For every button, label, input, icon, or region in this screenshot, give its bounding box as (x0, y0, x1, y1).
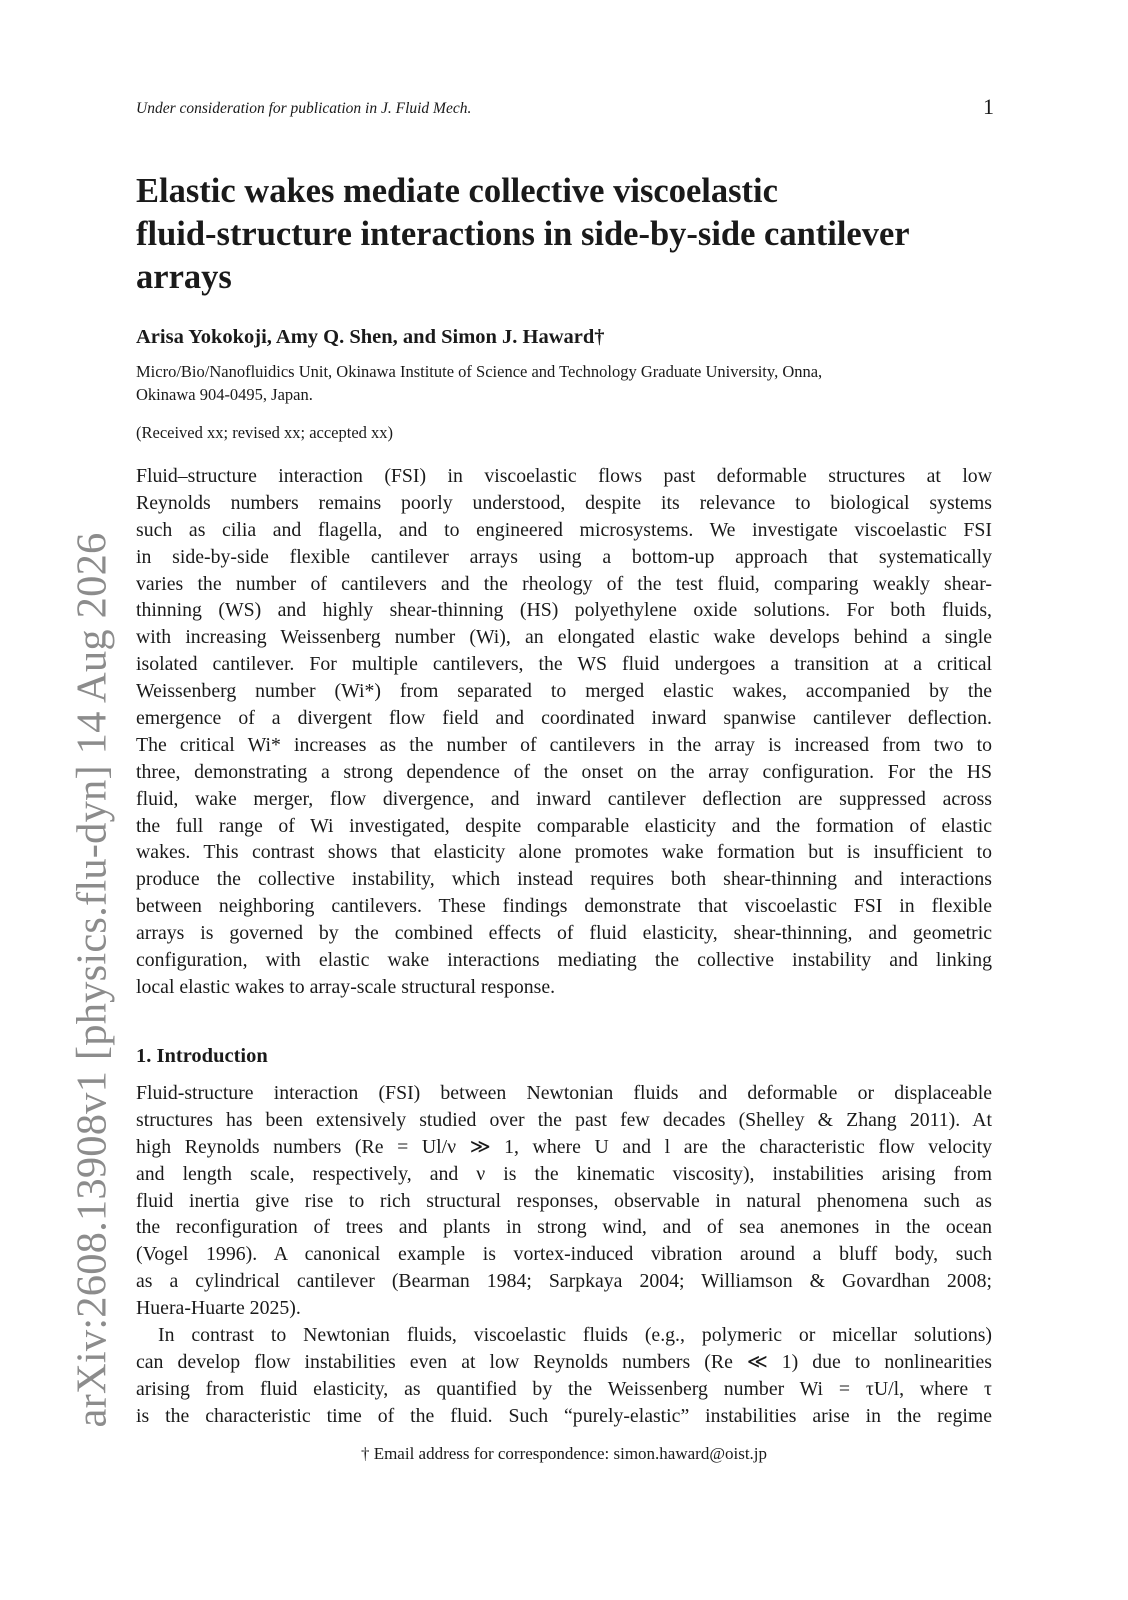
abstract-line: wakes. This contrast shows that elasticity alone promotes wake formation but is insufficient to (136, 841, 992, 864)
abstract (136, 463, 992, 1001)
title-line: Elastic wakes mediate collective viscoelastic (136, 172, 778, 210)
intro-line: (Vogel 1996). A canonical example is vortex-induced vibration around a bluff body, such (136, 1243, 992, 1266)
intro-line: can develop flow instabilities even at low Reynolds numbers (Re ≪ 1) due to nonlinearities (136, 1350, 992, 1373)
abstract-line: isolated cantilever. For multiple cantilevers, the WS fluid undergoes a transition at a critical (136, 653, 992, 676)
intro-line: arising from fluid elasticity, as quantified by the Weissenberg number Wi = τU/l, where τ (136, 1377, 992, 1400)
abstract-line: fluid, wake merger, flow divergence, and inward cantilever deflection are suppressed across (136, 787, 992, 810)
abstract-line: arrays is governed by the combined effects of fluid elasticity, shear-thinning, and geometric (136, 922, 992, 945)
intro-line: fluid inertia give rise to rich structural responses, observable in natural phenomena such as (136, 1189, 992, 1212)
correspondence-footnote: † Email address for correspondence: simon.haward@oist.jp (360, 1444, 768, 1463)
abstract-line: emergence of a divergent flow field and coordinated inward spanwise cantilever deflection. (136, 707, 992, 730)
intro-line: In contrast to Newtonian fluids, viscoelastic fluids (e.g., polymeric or micellar solutions) (158, 1324, 992, 1347)
intro-line: and length scale, respectively, and ν is the kinematic viscosity), instabilities arising from (136, 1162, 992, 1185)
abstract-line: thinning (WS) and highly shear-thinning (HS) polyethylene oxide solutions. For both fluids, (136, 599, 992, 622)
introduction-text (136, 1080, 992, 1430)
arxiv-identifier-text: arXiv:2608.13908v1 [physics.flu-dyn] 14 Aug 2026 (68, 532, 116, 1428)
affiliation-line: Micro/Bio/Nanofluidics Unit, Okinawa Institute of Science and Technology Graduate University, Onna, (136, 362, 823, 381)
affiliation-line: Okinawa 904-0495, Japan. (136, 385, 313, 404)
abstract-line: the full range of Wi investigated, despite comparable elasticity and the formation of elastic (136, 814, 992, 837)
abstract-line: three, demonstrating a strong dependence of the onset on the array configuration. For the HS (136, 760, 992, 783)
abstract-line: configuration, with elastic wake interactions mediating the collective instability and linking (136, 949, 992, 972)
intro-line: structures has been extensively studied over the past few decades (Shelley & Zhang 2011). At (136, 1108, 992, 1131)
received-dates: (Received xx; revised xx; accepted xx) (136, 423, 394, 442)
abstract-line: in side-by-side flexible cantilever arrays using a bottom-up approach that systematically (136, 545, 992, 568)
abstract-line: Reynolds numbers remains poorly understood, despite its relevance to biological systems (136, 491, 992, 514)
abstract-line: with increasing Weissenberg number (Wi), an elongated elastic wake develops behind a single (136, 626, 992, 649)
abstract-line: Fluid–structure interaction (FSI) in viscoelastic flows past deformable structures at low (136, 465, 992, 487)
section-heading: 1. Introduction (136, 1045, 268, 1067)
intro-line: high Reynolds numbers (Re = Ul/ν ≫ 1, where U and l are the characteristic flow velocity (136, 1135, 992, 1158)
page-number: 1 (983, 94, 994, 119)
intro-line: is the characteristic time of the fluid. Such “purely-elastic” instabilities arise in the regime (136, 1404, 992, 1427)
intro-line: Huera-Huarte 2025). (136, 1297, 301, 1320)
paper-title (136, 170, 1006, 299)
title-line: fluid-structure interactions in side-by-side cantilever (136, 215, 910, 253)
running-head: Under consideration for publication in J. Fluid Mech. (136, 100, 472, 117)
abstract-line: varies the number of cantilevers and the rheology of the test fluid, comparing weakly shear- (136, 572, 992, 595)
abstract-line: between neighboring cantilevers. These findings demonstrate that viscoelastic FSI in flexible (136, 895, 992, 918)
title-line: arrays (136, 258, 232, 296)
abstract-line: produce the collective instability, which instead requires both shear-thinning and interactions (136, 868, 992, 891)
intro-line: the reconfiguration of trees and plants in strong wind, and of sea anemones in the ocean (136, 1216, 992, 1239)
abstract-line: Weissenberg number (Wi*) from separated to merged elastic wakes, accompanied by the (136, 680, 992, 703)
intro-line: Fluid-structure interaction (FSI) between Newtonian fluids and deformable or displaceable (136, 1082, 992, 1104)
intro-line: as a cylindrical cantilever (Bearman 1984; Sarpkaya 2004; Williamson & Govardhan 2008; (136, 1270, 992, 1293)
abstract-line: local elastic wakes to array-scale structural response. (136, 975, 556, 998)
abstract-line: such as cilia and flagella, and to engineered microsystems. We investigate viscoelastic FSI (136, 518, 992, 541)
author-list: Arisa Yokokoji, Amy Q. Shen, and Simon J. Haward† (136, 326, 605, 348)
abstract-line: The critical Wi* increases as the number of cantilevers in the array is increased from two to (136, 733, 992, 756)
affiliation (136, 360, 996, 406)
